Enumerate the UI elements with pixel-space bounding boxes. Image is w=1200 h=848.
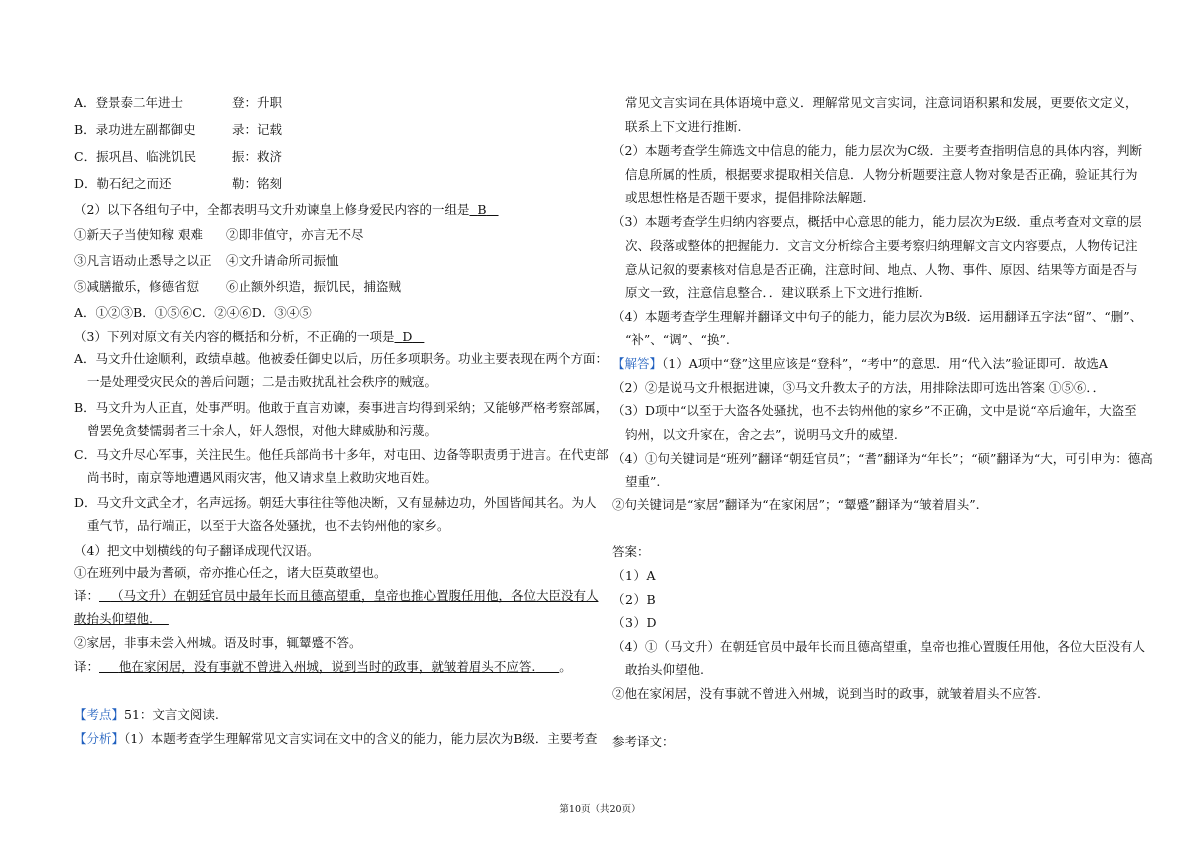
fenxi-cont: 意从记叙的要素核对信息是否正确，注意时间、地点、人物、事件、原因、结果等方面是否与 [625, 262, 1138, 277]
q3-line: 一是处理受灾民众的善后问题；二是击败扰乱社会秩序的贼寇。 [87, 374, 438, 389]
q2-answer: B [477, 202, 487, 217]
fenxi-cont: 联系上下文进行推断. [625, 119, 742, 134]
jieda-cont: （4）①句关键词是“班列”翻译“朝廷官员”；“耆”翻译为“年长”；“硕”翻译为“大，可引申为：德高 [612, 451, 1153, 466]
q4-stem: （4）把文中划横线的句子翻译成现代汉语。 [74, 543, 320, 558]
q1-option-a: A．登景泰二年进士 登：升职 [74, 95, 283, 110]
fenxi-line: 【分析】（1）本题考查学生理解常见文言实词在文中的含义的能力，能力层次为B级．主要考查 [74, 731, 598, 746]
q1-option-b: B．录功进左副都御史 录：记载 [74, 122, 283, 137]
q2-items-row-2: ③凡言语动止悉导之以正 ④文升请命所司振恤 [74, 253, 339, 268]
jieda-cont: ②句关键词是“家居”翻译为“在家闲居”；“颦蹙”翻译为“皱着眉头”. [612, 497, 980, 512]
fenxi-cont: 原文一致，注意信息整合．．建议联系上下文进行推断. [625, 285, 923, 300]
fenxi-cont: （4）本题考查学生理解并翻译文中句子的能力，能力层次为B级．运用翻译五字法“留”、“删”、 [612, 309, 1143, 324]
answer-item: （4）①（马文升）在朝廷官员中最年长而且德高望重，皇帝也推心置腹任用他，各位大臣没有人 [612, 639, 1145, 654]
q1-option-d: D．勒石纪之而还 勒：铭刻 [74, 176, 283, 191]
kaodian-line: 【考点】51：文言文阅读. [74, 707, 219, 722]
q3-line: A．马文升仕途顺利，政绩卓越。他被委任御史以后，历任多项职务。功业主要表现在两个方面： [74, 351, 609, 366]
q3-line: D．马文升文武全才，名声远扬。朝廷大事往往等他决断，又有显赫边功，外国皆闻其名。为人 [74, 495, 597, 510]
answer-item: （1）A [612, 568, 656, 583]
q4-translation-1: 译： （马文升）在朝廷官员中最年长而且德高望重，皇帝也推心置腹任用他，各位大臣没有人 [74, 588, 599, 603]
jieda-tag: 【解答】 [612, 356, 663, 371]
q1-option-c: C．振巩昌、临洮饥民 振：救济 [74, 149, 283, 164]
translation-heading: 参考译文： [612, 734, 675, 749]
jieda-cont: （3）D项中“以至于大盗各处骚扰，也不去钧州他的家乡”不正确，文中是说“卒后逾年，大盗至 [612, 403, 1137, 418]
q3-line: 曾罢免贪婪懦弱者三十余人，奸人怨恨，对他大肆威胁和污蔑。 [87, 423, 438, 438]
q2-stem: （2）以下各组句子中，全都表明马文升劝谏皇上修身爱民内容的一组是 B [74, 201, 499, 219]
q3-line: C．马文升尽心军事，关注民生。他任兵部尚书十多年，对屯田、边备等职责勇于进言。在代吏部 [74, 447, 609, 462]
page-footer: 第10页（共20页） [559, 804, 641, 815]
fenxi-cont: 次、段落或整体的把握能力．文言文分析综合主要考察归纳理解文言文内容要点，人物传记注 [625, 238, 1138, 253]
jieda-cont: （2）②是说马文升根据进谏，③马文升教太子的方法，用排除法即可选出答案 ①⑤⑥．． [612, 380, 1106, 395]
fenxi-cont: （2）本题考查学生筛选文中信息的能力，能力层次为C级．主要考查指明信息的具体内容，判断 [612, 143, 1143, 158]
fenxi-cont: “补”、“调”、“换”. [625, 332, 730, 347]
jieda-cont: 钧州，以文升家在，舍之去”，说明马文升的威望. [625, 427, 898, 442]
fenxi-cont: 或思想性格是否题干要求，提倡排除法解题. [625, 190, 867, 205]
q4-sentence-1: ①在班列中最为耆硕，帝亦推心任之，诸大臣莫敢望也。 [74, 565, 387, 580]
q3-line: 尚书时，南京等地遭遇风雨灾害，他又请求皇上救助灾地百姓。 [87, 470, 438, 485]
fenxi-cont: 常见文言实词在具体语境中意义．理解常见文言实词，注意词语积累和发展，更要依文定义， [625, 95, 1138, 110]
answer-item: （3）D [612, 615, 657, 630]
q3-answer: D [402, 329, 413, 344]
answer-item: （2）B [612, 592, 657, 607]
jieda-line: 【解答】（1）A项中“登”这里应该是“登科”，“考中”的意思．用“代入法”验证即可．故选A [612, 356, 1108, 371]
q2-choices: A．①②③B．①⑤⑥C．②④⑥D．③④⑤ [74, 305, 312, 320]
q4-translation-1-cont: 敢抬头仰望他. [74, 611, 153, 626]
q3-line: B．马文升为人正直，处事严明。他敢于直言劝谏，奏事进言均得到采纳；又能够严格考察部属， [74, 400, 609, 415]
q4-translation-2: 译： 他在家闲居，没有事就不曾进入州城，说到当时的政事，就皱着眉头不应答. 。 [74, 659, 572, 674]
jieda-cont: 望重”. [625, 474, 661, 489]
q3-line: 重气节，品行端正，以至于大盗各处骚扰，也不去钧州他的家乡。 [87, 518, 450, 533]
q4-sentence-2: ②家居，非事未尝入州城。语及时事，辄颦蹙不答。 [74, 635, 362, 650]
answer-item: 敢抬头仰望他. [625, 662, 704, 677]
fenxi-cont: （3）本题考查学生归纳内容要点，概括中心意思的能力，能力层次为E级．重点考查对文章的层 [612, 214, 1142, 229]
answer-heading: 答案： [612, 544, 650, 559]
q2-items-row-1: ①新天子当使知稼 艰难 ②即非值守，亦言无不尽 [74, 227, 364, 242]
fenxi-cont: 信息所属的性质，根据要求提取相关信息．人物分析题要注意人物对象是否正确，验证其行为 [625, 167, 1138, 182]
answer-item: ②他在家闲居，没有事就不曾进入州城，说到当时的政事，就皱着眉头不应答. [612, 686, 1041, 701]
q2-items-row-3: ⑤减膳撤乐，修德省愆 ⑥止额外织造，振饥民，捕盗贼 [74, 279, 402, 294]
kaodian-tag: 【考点】 [74, 707, 125, 722]
q3-stem: （3）下列对原文有关内容的概括和分析，不正确的一项是 D [74, 328, 424, 346]
fenxi-tag: 【分析】 [74, 731, 125, 746]
